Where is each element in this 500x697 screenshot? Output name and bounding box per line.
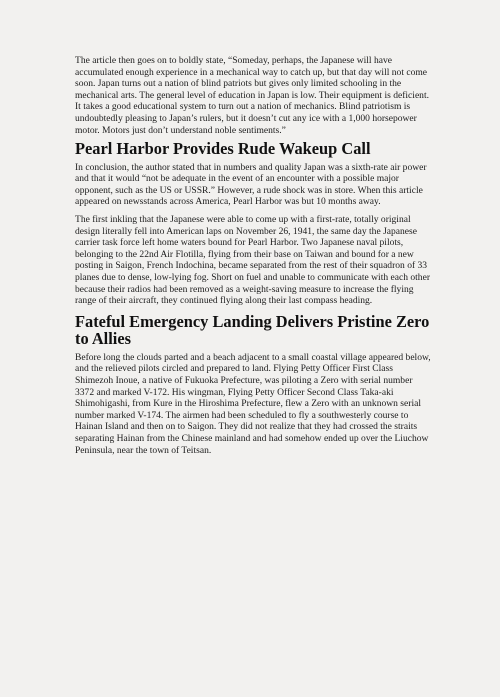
paragraph-conclusion: In conclusion, the author stated that in numbers and quality Japan was a sixth-rate air power and that it would “not be adequate in the event of an encounter with a possible major opponent, such as the US or USSR.” However, a rude shock was in store. When this article appeared on newsstands across America, Pearl Harbor was but 10 months away. bbox=[75, 161, 427, 208]
section-heading-pearl-harbor: Pearl Harbor Provides Rude Wakeup Call bbox=[75, 139, 371, 159]
article-body bbox=[75, 55, 433, 462]
intro-paragraph: The article then goes on to boldly state, “Someday, perhaps, the Japanese will have accumulated enough experience in a mechanical way to catch up, but that day will not come soon. Japan turns out a nation of blind patriots but gives only limited schooling in the mechanical arts. The general level of education in Japan is low. Their equipment is deficient. It takes a good educational system to turn out a nation of mechanics. Blind patriotism is undoubtedly pleasing to Japan’s rulers, but it doesn’t cut any ice with a 1,000 horsepower motor. Motors just don’t understand noble sentiments.” bbox=[75, 55, 429, 136]
paragraph-first-inkling: The first inkling that the Japanese were able to come up with a first-rate, totally original design literally fell into American laps on November 26, 1941, the same day the Japanese carrier task force left home waters bound for Pearl Harbor. Two Japanese naval pilots, belonging to the 22nd Air Flotilla, flying from their base on Taiwan and bound for a new posting in Saigon, French Indochina, became separated from the rest of their squadron of 33 planes due to dense, low-lying fog. Short on fuel and unable to communicate with each other because their radios had been removed as a weight-saving measure to increase the flying range of their aircraft, they continued flying along their last compass heading. bbox=[75, 214, 430, 307]
section-heading-emergency-landing: Fateful Emergency Landing Delivers Pristine Zero to Allies bbox=[75, 311, 430, 349]
paragraph-landing: Before long the clouds parted and a beach adjacent to a small coastal village appeared below, and the relieved pilots circled and prepared to land. Flying Petty Officer First Class Shimezoh Inoue, a native of Fukuoka Prefecture, was piloting a Zero with serial number 3372 and marked V-172. His wingman, Flying Petty Officer Second Class Taka-aki Shimohigashi, from Kure in the Hiroshima Prefecture, flew a Zero with an unknown serial number marked V-174. The airmen had been scheduled to fly a southwesterly course to Hainan Island and then on to Saigon. They did not realize that they had crossed the straits separating Hainan from the Chinese mainland and had somehow ended up over the Liuchow Peninsula, near the town of Teitsan. bbox=[75, 351, 431, 456]
